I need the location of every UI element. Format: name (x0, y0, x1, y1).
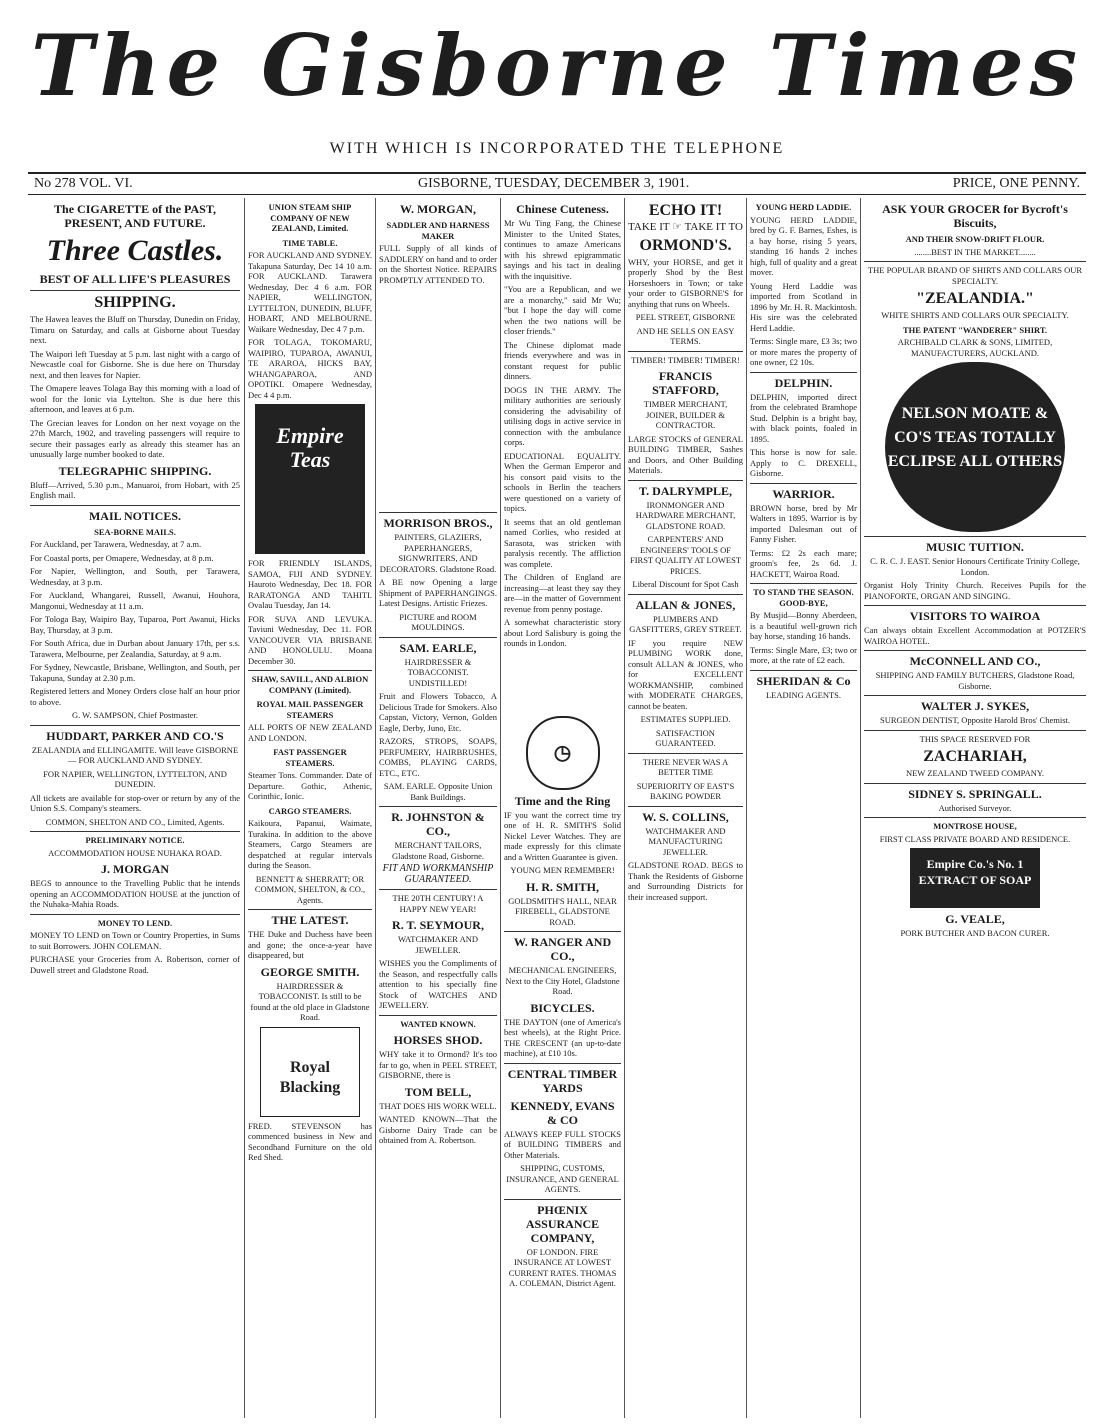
morgan-heading: J. MORGAN (101, 862, 169, 876)
seaborne-heading: SEA-BORNE MAILS. (94, 526, 176, 537)
column-2: UNION STEAM SHIP COMPANY OF NEW ZEALAND, Limited. TIME TABLE. FOR AUCKLAND AND SYDNEY. Takapuna Saturday, Dec 14 10 a.m. FOR AUCKLAND. Tarawera Wednesday, Dec 4 6 a.m. FOR NAPIER, WELLINGTON, LYTTELTON, DUNEDIN, BLUFF, HOBART, AND MELBOURNE. Waikare Wednesday, Dec 4 7 p.m. FOR TOLAGA, TOKOMARU, WAIPIRO, TUPAROA, AWANUI, TE ARAROA, HICKS BAY, WHANGAPAROA, AND OPOTIKI. Omapere Wednesday, Dec 4 4 p.m. Empire Teas FOR FRIENDLY ISLANDS, SAMOA, FIJI AND SYDNEY. Hauroto Wednesday, Dec 18. FOR RARATONGA AND TAHITI. Ovalau Tuesday, Jan 14. FOR SUVA AND LEVUKA. Taviuni Wednesday, Dec 11. FOR VANCOUVER VIA BRISBANE AND HONOLULU. Moana December 30. SHAW, SAVILL, AND ALBION COMPANY (Limited). ROYAL MAIL PASSENGER STEAMERS ALL PORTS OF NEW ZEALAND AND LONDON. FAST PASSENGER STEAMERS. Steamer Tons. Commander. Date of Departure. Gothic, Athenic, Corinthic, Ionic. CARGO STEAMERS. Kaikoura, Papanui, Waimate, Turakina. In addition to the above Steamers, Cargo Steamers are despatched at regular intervals during the Season. BENNETT & SHERRATT; OR COMMON, SHELTON, & CO., Agents. THE LATEST. THE Duke and Duchess have been and gone; the once-a-year have disappeared, but GEORGE SMITH. HAIRDRESSER & TOBACCONIST. Is still to be found at the old place in Gladstone Road. Royal Blacking FRED. STEVENSON has commenced business in New and Secondhand Furniture on the old Red Shed. (248, 202, 372, 1162)
issue-number: No 278 VOL. VI. (34, 176, 133, 191)
fast-heading: FAST PASSENGER STEAMERS. (273, 747, 347, 768)
empire-teas-ad: Empire Teas (255, 404, 365, 554)
grocer-heading: ASK YOUR GROCER for Bycroft's Biscuits, (882, 202, 1068, 230)
issue-date: GISBORNE, TUESDAY, DECEMBER 3, 1901. (418, 176, 690, 191)
ormond-heading: ORMOND'S. (639, 236, 732, 254)
huddart-heading: HUDDART, PARKER AND CO.'S (30, 725, 240, 743)
royal-blacking-ad: Royal Blacking (260, 1027, 360, 1117)
earle-heading: SAM. EARLE, (379, 637, 497, 655)
central-heading: CENTRAL TIMBER YARDS (504, 1063, 621, 1095)
time-ring-heading: Time and the Ring (514, 793, 611, 808)
wanted-heading: WANTED KNOWN. (379, 1015, 497, 1030)
empire-soap-ad: Empire Co.'s No. 1 EXTRACT OF SOAP (910, 848, 1040, 908)
telegraphic-heading: TELEGRAPHIC SHIPPING. (58, 463, 212, 478)
column-4: Chinese Cuteness. Mr Wu Ting Fang, the Chinese Minister to the United States, continues to amaze Americans with his shrewd epigrammatic sayings and his tact in dealing with the inquisitive. "You are a Republican, and we are a monarchy," said Mr Wu; "but I hope the day will come when the two nations will be closer friends." The Chinese diplomat made friends everywhere and was in constant request for public dinners. DOGS IN THE ARMY. The military authorities are seriously considering the advisability of utilising dogs in active service in connection with the ambulance corps. EDUCATIONAL EQUALITY. When the German Emperor and his consort paid visits to the schools in Berlin the teachers were questioned on a variety of topics. It seems that an old gentleman named Corlies, who resided at Sarasota, was stricken with paralysis recently. The affliction was complete. The Children of England are increasing—at least they say they are—in the matter of Government revenue from penny postage. A somewhat characteristic story about Lord Salisbury is going the rounds in London. ◷ Time and the Ring IF you want the correct time try one of H. R. SMITH'S Solid Nickel Lever Watches. They are made expressly for this climate and a Written Guarantee is given. YOUNG MEN REMEMBER! H. R. SMITH, GOLDSMITH'S HALL, NEAR FIREBELL, GLADSTONE ROAD. W. RANGER AND CO., MECHANICAL ENGINEERS, Next to the City Hotel, Gladstone Road. BICYCLES. THE DAYTON (one of America's best wheels), at the Right Price. THE CRESCENT (an up-to-date machine), at £10 10s. CENTRAL TIMBER YARDS KENNEDY, EVANS & CO ALWAYS KEEP FULL STOCKS of BUILDING TIMBERS and Other Materials. SHIPPING, CUSTOMS, INSURANCE, AND GENERAL AGENTS. PHŒNIX ASSURANCE COMPANY, OF LONDON. FIRE INSURANCE AT LOWEST CURRENT RATES. THOMAS A. COLEMAN, District Agent. (504, 202, 621, 1288)
snow-heading: AND THEIR SNOW-DRIFT FLOUR. (905, 234, 1045, 244)
zachariah-heading: ZACHARIAH, (923, 748, 1027, 765)
mail-heading: MAIL NOTICES. (30, 505, 240, 523)
visitors-heading: VISITORS TO WAIROA (864, 605, 1086, 623)
sheridan-heading: SHERIDAN & Co (750, 670, 857, 688)
allan-heading: ALLAN & JONES, (628, 594, 743, 612)
bell-heading: TOM BELL, (404, 1084, 472, 1099)
newspaper-title: The Gisborne Times (30, 16, 1083, 115)
springall-heading: SIDNEY S. SPRINGALL. (864, 783, 1086, 801)
laddie-heading: YOUNG HERD LADDIE. (755, 202, 852, 212)
cigarette-tag: BEST OF ALL LIFE'S PLEASURES (39, 272, 231, 286)
bicycles-heading: BICYCLES. (530, 1000, 595, 1015)
george-smith: GEORGE SMITH. (260, 964, 360, 979)
clock-icon: ◷ (526, 716, 600, 790)
column-6: YOUNG HERD LADDIE. YOUNG HERD LADDIE, bred by G. F. Barnes, Eshes, is a bay horse, rising 5 years, standing 16 hands 2 inches high, full of quality and a great mover. Young Herd Laddie was imported from Scotland in 1896 by Mr. H. R. Mackintosh. His sire was the celebrated Herd Laddie. Terms: Single mare, £3 3s; two or more mares the property of one owner, £2 10s. DELPHIN. DELPHIN, imported direct from the celebrated Bramhope Stud. Delphin is a bright bay, with black points, foaled in 1895. This horse is now for sale. Apply to C. DREXELL, Gisborne. WARRIOR. BROWN horse, bred by Mr Walters in 1895. Warrior is by imported Dalesman out of Fanny Fisher. Terms: £2 2s each mare; groom's fee, 2s 6d. J. HACKETT, Wairoa Road. TO STAND THE SEASON. GOOD-BYE, By Musjid—Bonny Aberdeen, is a beautiful well-grown rich bay horse, standing 16 hands. Terms: Single Mare, £3; two or more, at the rate of £2 each. SHERIDAN & Co LEADING AGENTS. (750, 202, 857, 700)
stafford-heading: FRANCIS STAFFORD, (652, 369, 719, 397)
column-1: The CIGARETTE of the PAST, PRESENT, AND FUTURE. Three Castles. BEST OF ALL LIFE'S PLEASURES SHIPPING. The Hawea leaves the Bluff on Thursday, Dunedin on Friday, Timaru on Saturday, and calls at Gisborne about Tuesday next. The Waipori left Tuesday at 5 p.m. last night with a cargo of Newcastle coal for Gisborne. She is due here on Thursday next, and then leaves for Napier. The Omapere leaves Tolaga Bay this morning with a load of wool for the Ionic via Lyttelton. She is due here this afternoon, and leaves at 6 p.m. The Grecian leaves for London on her next voyage on the 27th March, 1902, and traveling passengers will require to secure their passages early as already this steamer has an unusually large number booked to date. TELEGRAPHIC SHIPPING. Bluff—Arrived, 5.30 p.m., Manuaroi, from Hobart, with 25 English mail. MAIL NOTICES. SEA-BORNE MAILS. For Auckland, per Tarawera, Wednesday, at 7 a.m. For Coastal ports, per Omapere, Wednesday, at 8 p.m. For Napier, Wellington, and South, per Tarawera, Wednesday, at 3 p.m. For Auckland, Whangarei, Russell, Awanui, Houhora, Mangonui, Wednesday at 11 a.m. For Tologa Bay, Waipiro Bay, Tuparoa, Port Awanui, Hicks Bay, Thursday, at 3 p.m. For South Africa, due in Durban about January 17th, per s.s. Tarawera, Melbourne, per Zealandia, Saturday, at 9 a.m. For Sydney, Newcastle, Brisbane, Wellington, and South, per Takapuna, Sunday at 2.30 p.m. Registered letters and Money Orders close half an hour prior to above. G. W. SAMPSON, Chief Postmaster. HUDDART, PARKER AND CO.'S ZEALANDIA and ELLINGAMITE. Will leave GISBORNE— FOR AUCKLAND AND SYDNEY. FOR NAPIER, WELLINGTON, LYTTELTON, AND DUNEDIN. All tickets are available for stop-over or return by any of the Union S.S. Company's steamers. COMMON, SHELTON AND CO., Limited, Agents. PRELIMINARY NOTICE. ACCOMMODATION HOUSE NUHAKA ROAD. J. MORGAN BEGS to announce to the Travelling Public that he intends opening an ACCOMMODATION HOUSE at the junction of the Nuhaka-Mahia Roads. MONEY TO LEND. MONEY TO LEND on Town or Country Properties, in Sums to suit Borrowers. JOHN COLEMAN. PURCHASE your Groceries from A. Robertson, corner of Duwell street and Gladstone Road. (30, 202, 240, 975)
warrior-heading: WARRIOR. (750, 483, 857, 501)
saddler-heading: SADDLER AND HARNESS MAKER (386, 220, 490, 241)
nelson-teas-ad: NELSON MOATE & CO'S TEAS TOTALLY ECLIPSE ALL OTHERS (885, 362, 1065, 532)
seymour-heading: R. T. SEYMOUR, (392, 918, 484, 932)
money-heading: MONEY TO LEND. (30, 914, 240, 929)
horses-heading: HORSES SHOD. (393, 1033, 483, 1047)
column-7: ASK YOUR GROCER for Bycroft's Biscuits, AND THEIR SNOW-DRIFT FLOUR. ........BEST IN THE MARKET........ THE POPULAR BRAND OF SHIRTS AND COLLARS OUR SPECIALTY. "ZEALANDIA." WHITE SHIRTS AND COLLARS OUR SPECIALTY. THE PATENT "WANDERER" SHIRT. ARCHIBALD CLARK & SONS, LIMITED, MANUFACTURERS, AUCKLAND. NELSON MOATE & CO'S TEAS TOTALLY ECLIPSE ALL OTHERS MUSIC TUITION. C. R. C. J. EAST. Senior Honours Certificate Trinity College, London. Organist Holy Trinity Church. Receives Pupils for the PIANOFORTE, ORGAN AND SINGING. VISITORS TO WAIROA Can always obtain Excellent Accommodation at POTZER'S WAIROA HOTEL. McCONNELL AND CO., SHIPPING AND FAMILY BUTCHERS, Gladstone Road, Gisborne. WALTER J. SYKES, SURGEON DENTIST, Opposite Harold Bros' Chemist. THIS SPACE RESERVED FOR ZACHARIAH, NEW ZEALAND TWEED COMPANY. SIDNEY S. SPRINGALL. Authorised Surveyor. MONTROSE HOUSE, FIRST CLASS PRIVATE BOARD AND RESIDENCE. Empire Co.'s No. 1 EXTRACT OF SOAP G. VEALE, PORK BUTCHER AND BACON CURER. (864, 202, 1086, 938)
zealandia-heading: "ZEALANDIA." (916, 290, 1034, 307)
echo-heading: ECHO IT! (648, 202, 723, 219)
collins-heading: W. S. COLLINS, (628, 806, 743, 824)
union-heading: UNION STEAM SHIP COMPANY OF NEW ZEALAND, Limited. (268, 202, 352, 233)
veale-heading: G. VEALE, (945, 912, 1005, 926)
morrison-heading: MORRISON BROS., (379, 512, 497, 530)
timetable-heading: TIME TABLE. (282, 237, 338, 248)
music-heading: MUSIC TUITION. (864, 536, 1086, 554)
montrose-heading: MONTROSE HOUSE, (864, 817, 1086, 832)
ranger-heading: W. RANGER AND CO., (504, 931, 621, 963)
royal-heading: ROYAL MAIL PASSENGER STEAMERS (256, 699, 364, 720)
johnston-heading: R. JOHNSTON & CO., (379, 806, 497, 838)
wanderer-heading: THE PATENT "WANDERER" SHIRT. (902, 324, 1048, 335)
cigarette-ad-header: The CIGARETTE of the PAST, PRESENT, AND FUTURE. (54, 202, 216, 230)
column-3: W. MORGAN, SADDLER AND HARNESS MAKER FULL Supply of all kinds of SADDLERY on hand and to order on the Shortest Notice. REPAIRS PROMPTLY ATTENDED TO. MORRISON BROS., PAINTERS, GLAZIERS, PAPERHANGERS, SIGNWRITERS, AND DECORATORS. Gladstone Road. A BE now Opening a large Shipment of PAPERHANGINGS. Latest Designs. Artistic Friezes. PICTURE and ROOM MOULDINGS. SAM. EARLE, HAIRDRESSER & TOBACCONIST. UNDISTILLED! Fruit and Flowers Tobacco, A Delicious Trade for Smokers. Also Capstan, Victory, Vernon, Golden Eagle, Derby, Juno, Etc. RAZORS, STROPS, SOAPS, PERFUMERY, HAIRBRUSHES, COMBS, PLAYING CARDS, ETC., ETC. SAM. EARLE. Opposite Union Bank Buildings. R. JOHNSTON & CO., MERCHANT TAILORS, Gladstone Road, Gisborne. FIT AND WORKMANSHIP GUARANTEED. THE 20TH CENTURY! A HAPPY NEW YEAR! R. T. SEYMOUR, WATCHMAKER AND JEWELLER. WISHES you the Compliments of the Season, and respectfully calls attention to his specially fine Stock of WATCHES AND JEWELLERY. WANTED KNOWN. HORSES SHOD. WHY take it to Ormond? It's too far to go, when in PEEL STREET, GISBORNE, there is TOM BELL, THAT DOES HIS WORK WELL. WANTED KNOWN—That the Gisborne Dairy Trade can be obtained from A. Robertson. (379, 202, 497, 1145)
chinese-heading: Chinese Cuteness. (516, 202, 609, 216)
latest-heading: THE LATEST. (248, 909, 372, 927)
phoenix-heading: PHŒNIX ASSURANCE COMPANY, (504, 1199, 621, 1245)
column-5: ECHO IT! TAKE IT ☞ TAKE IT TO ORMOND'S. WHY, your HORSE, and get it properly Shod by the Best Horseshoers in Town; or take your order to GISBORNE'S for anything that runs on Wheels. PEEL STREET, GISBORNE AND HE SELLS ON EASY TERMS. TIMBER! TIMBER! TIMBER! FRANCIS STAFFORD, TIMBER MERCHANT, JOINER, BUILDER & CONTRACTOR. LARGE STOCKS of GENERAL BUILDING TIMBER, Sashes and Doors, and Other Building Materials. T. DALRYMPLE, IRONMONGER AND HARDWARE MERCHANT, GLADSTONE ROAD. CARPENTERS' AND ENGINEERS' TOOLS OF FIRST QUALITY AT LOWEST PRICES. Liberal Discount for Spot Cash ALLAN & JONES, PLUMBERS AND GASFITTERS, GREY STREET. IF you require NEW PLUMBING WORK done, consult ALLAN & JONES, who for EXCELLENT WORKMANSHIP, combined with MODERATE CHARGES, cannot be beaten. ESTIMATES SUPPLIED. SATISFACTION GUARANTEED. THERE NEVER WAS A BETTER TIME SUPERIORITY OF EAST'S BAKING POWDER W. S. COLLINS, WATCHMAKER AND MANUFACTURING JEWELLER. GLADSTONE ROAD. BEGS to Thank the Residents of Gisborne and Surrounding Districts for their increased support. (628, 202, 743, 902)
three-castles: Three Castles. (46, 234, 224, 267)
dalrymple-heading: T. DALRYMPLE, (628, 480, 743, 498)
issue-line (28, 172, 1086, 195)
delphin-heading: DELPHIN. (750, 372, 857, 390)
mcconnell-heading: McCONNELL AND CO., (864, 650, 1086, 668)
morgan-saddler: W. MORGAN, (400, 202, 476, 216)
goodbye-heading: TO STAND THE SEASON. GOOD-BYE, (750, 583, 857, 608)
sykes-heading: WALTER J. SYKES, (864, 695, 1086, 713)
kennedy-heading: KENNEDY, EVANS & CO (510, 1098, 615, 1127)
cargo-heading: CARGO STEAMERS. (268, 805, 352, 816)
shipping-heading: SHIPPING. (30, 290, 240, 312)
hsmith-heading: H. R. SMITH, (525, 879, 599, 894)
masthead-subtitle: WITH WHICH IS INCORPORATED THE TELEPHONE (329, 140, 785, 157)
masthead (0, 0, 1114, 115)
shaw-heading: SHAW, SAVILL, AND ALBION COMPANY (Limited). (248, 670, 372, 695)
issue-price: PRICE, ONE PENNY. (952, 176, 1080, 191)
preliminary-heading: PRELIMINARY NOTICE. (30, 831, 240, 846)
